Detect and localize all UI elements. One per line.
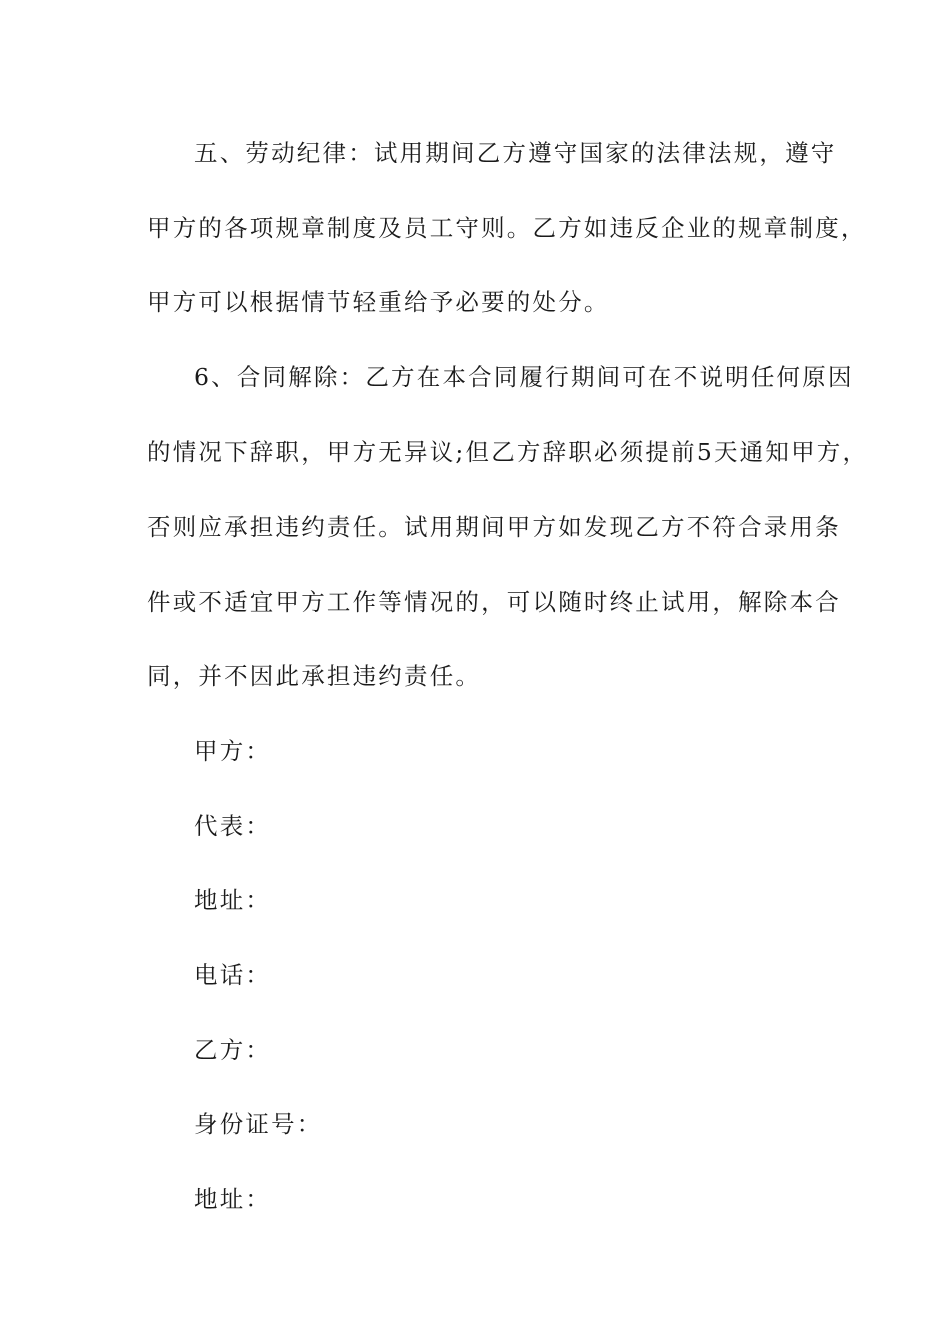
party-b-address-label: 地址： — [194, 1185, 272, 1213]
clause-5-line-1: 五、劳动纪律：试用期间乙方遵守国家的法律法规，遵守 — [194, 139, 837, 167]
id-number-label: 身份证号： — [194, 1110, 323, 1138]
party-b-label: 乙方： — [194, 1036, 272, 1064]
clause-6-line-3: 否则应承担违约责任。试用期间甲方如发现乙方不符合录用条 — [147, 513, 841, 541]
clause-6-line-1: 6、合同解除：乙方在本合同履行期间可在不说明任何原因 — [194, 363, 854, 391]
clause-6-line-5: 同，并不因此承担违约责任。 — [147, 662, 482, 690]
phone-label: 电话： — [194, 961, 272, 989]
clause-6-line-4: 件或不适宜甲方工作等情况的，可以随时终止试用，解除本合 — [147, 588, 841, 616]
clause-6-line-2: 的情况下辞职，甲方无异议;但乙方辞职必须提前5天通知甲方， — [147, 438, 869, 466]
representative-label: 代表： — [194, 812, 272, 840]
party-a-label: 甲方： — [194, 737, 272, 765]
party-a-address-label: 地址： — [194, 886, 272, 914]
clause-5-line-2: 甲方的各项规章制度及员工守则。乙方如违反企业的规章制度， — [147, 214, 867, 242]
clause-5-line-3: 甲方可以根据情节轻重给予必要的处分。 — [147, 288, 610, 316]
